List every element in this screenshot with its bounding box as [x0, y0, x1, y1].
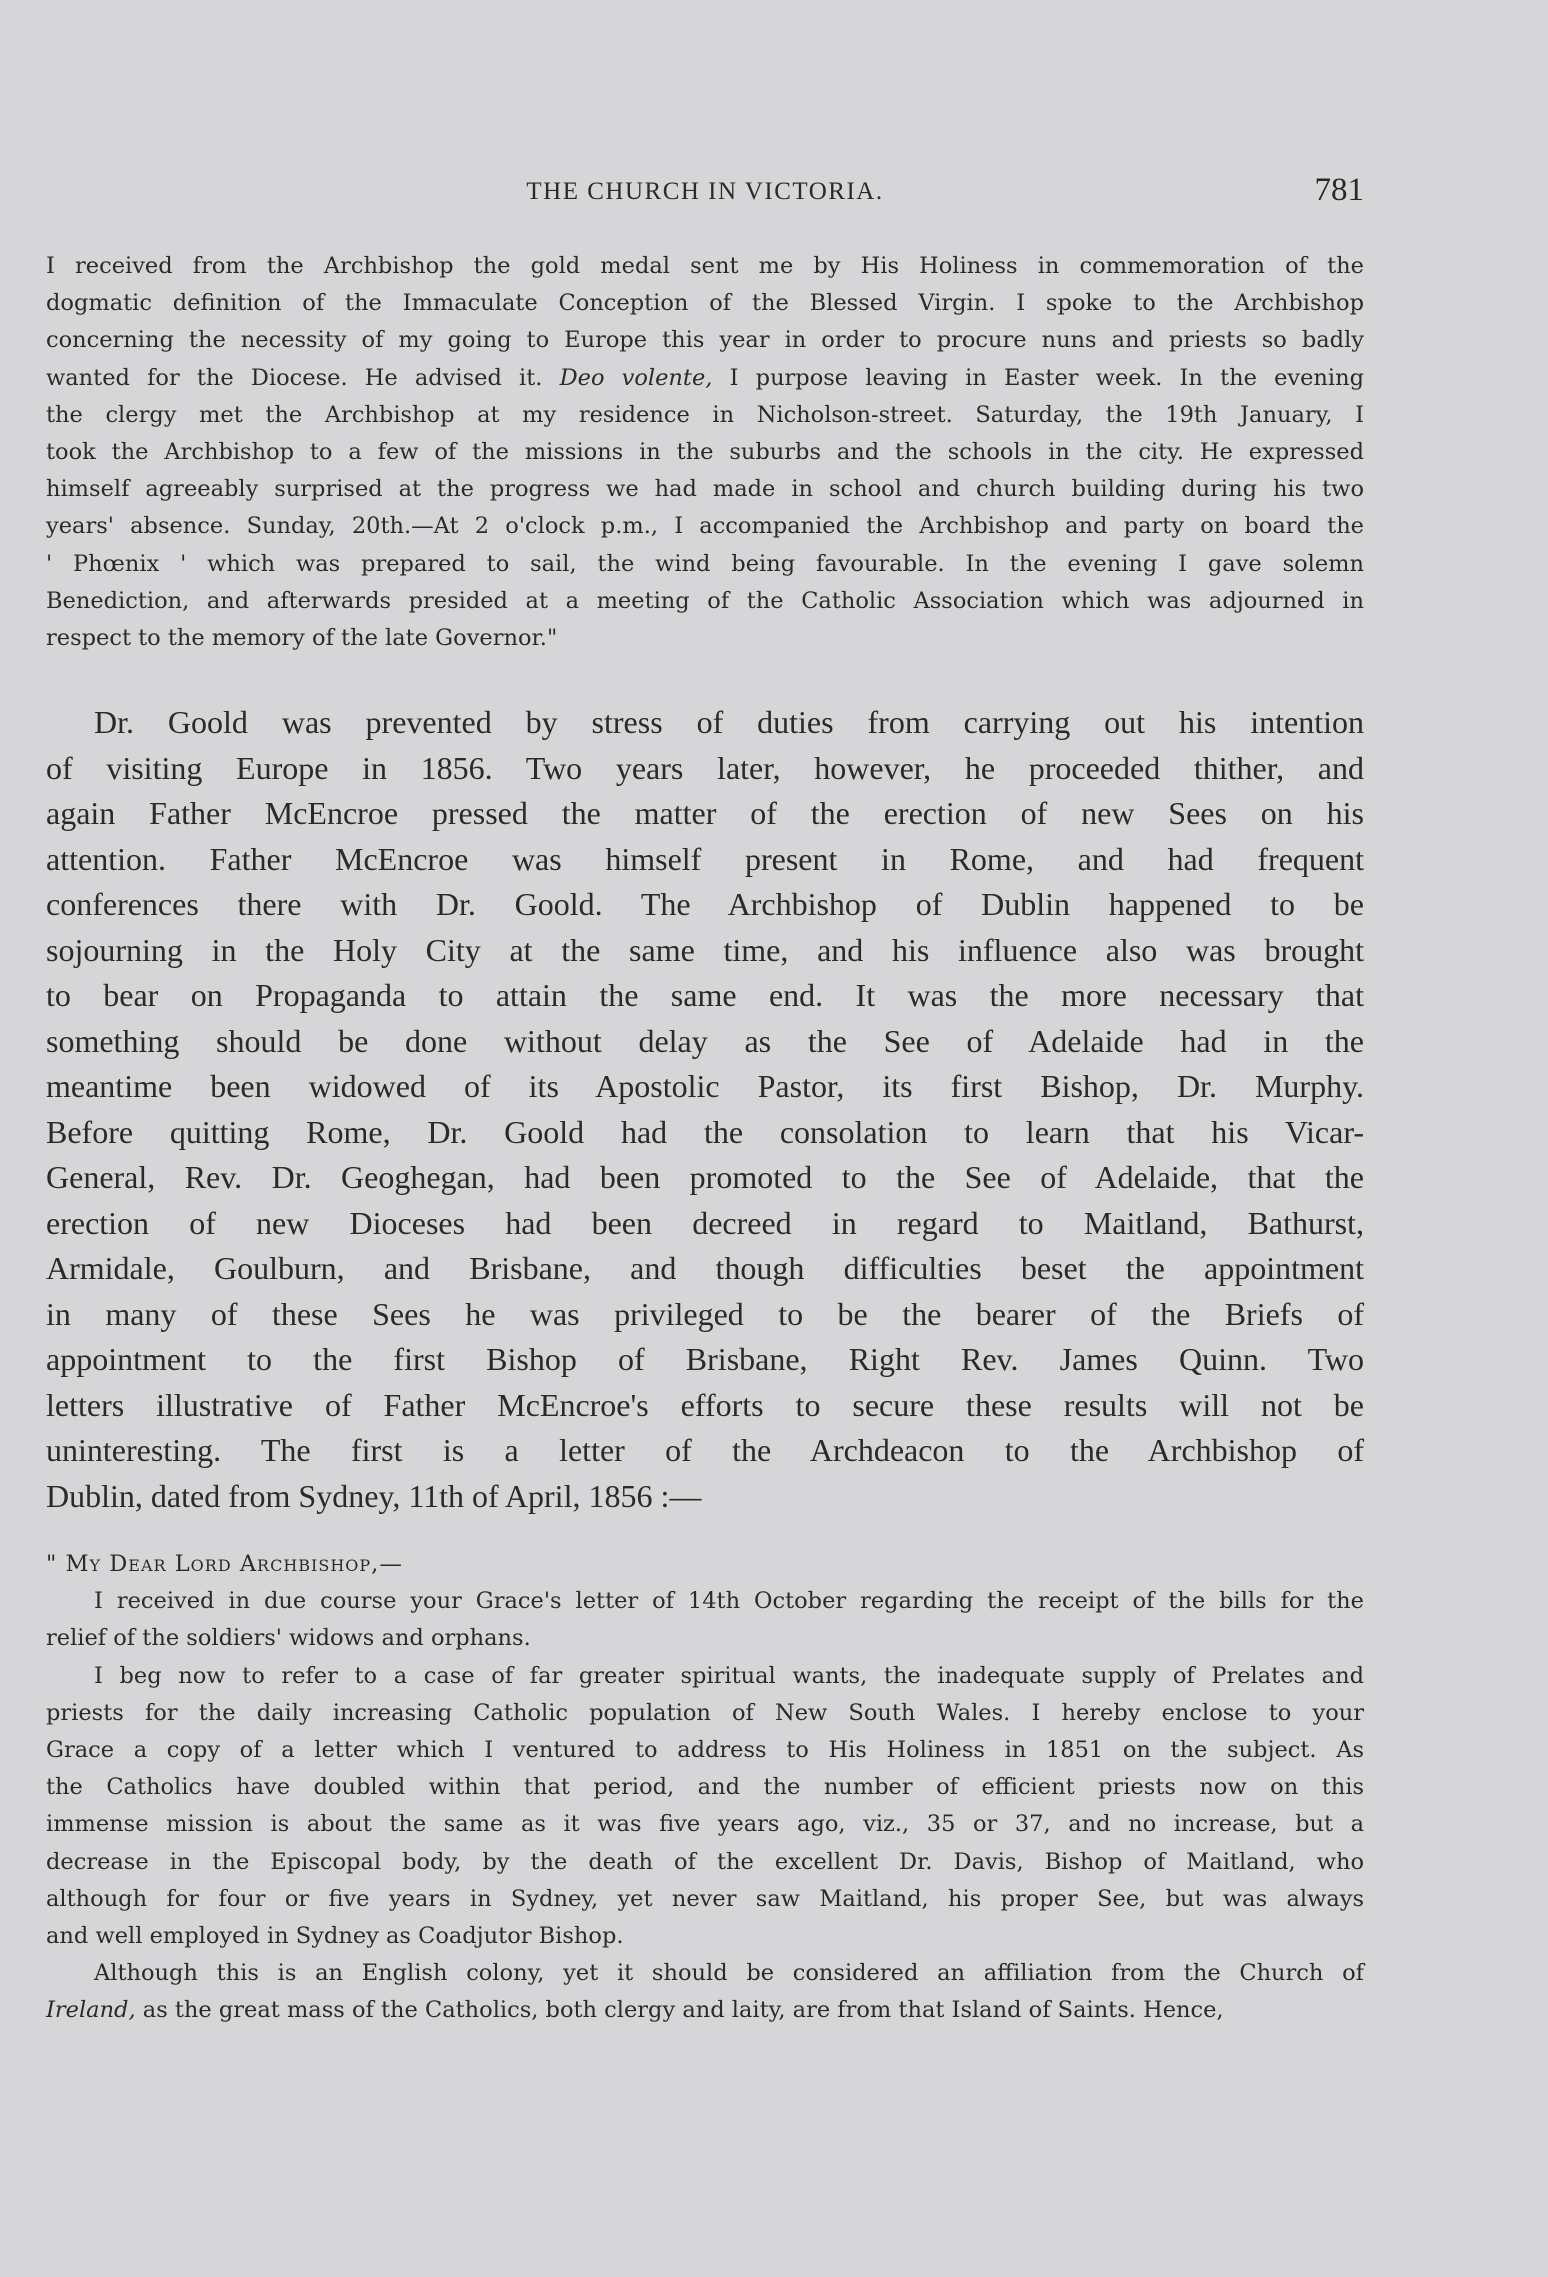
text-line: Grace a copy of a letter which I ventured to address to His Holiness in 1851 on the subject. As	[46, 1737, 1364, 1764]
text-line: I received from the Archbishop the gold medal sent me by His Holiness in commemoration of the	[46, 253, 1364, 279]
text-line: respect to the memory of the late Governor."	[46, 625, 558, 652]
quoted-diary-extract	[46, 248, 1364, 657]
text-line: Benediction, and afterwards presided at a meeting of the Catholic Association which was adjourned in	[46, 587, 1364, 614]
text-line: Ireland, as the great mass of the Catholics, both clergy and laity, are from that Island of Saints. Hence,	[46, 1997, 1224, 2024]
text-line: again Father McEncroe pressed the matter of the erection of new Sees on his	[46, 795, 1364, 831]
main-paragraph	[46, 700, 1364, 1519]
italic-word: Ireland,	[46, 1997, 136, 2024]
text-line: something should be done without delay as the See of Adelaide had in the	[46, 1022, 1364, 1059]
text-line: priests for the daily increasing Catholic population of New South Wales. I hereby enclose to your	[46, 1699, 1364, 1726]
text-line: Before quitting Rome, Dr. Goold had the consolation to learn that his Vicar-	[46, 1113, 1364, 1150]
text-line: Armidale, Goulburn, and Brisbane, and though difficulties beset the appointment	[46, 1250, 1364, 1286]
text-line: dogmatic definition of the Immaculate Conception of the Blessed Virgin. I spoke to the Archbishop	[46, 290, 1364, 317]
text-line: I received in due course your Grace's letter of 14th October regarding the receipt of the bills for the	[94, 1588, 1364, 1615]
text-line: uninteresting. The first is a letter of the Archdeacon to the Archbishop of	[46, 1432, 1364, 1468]
text-line: ' Phœnix ' which was prepared to sail, the wind being favourable. In the evening I gave solemn	[46, 550, 1364, 577]
text-line: sojourning in the Holy City at the same time, and his influence also was brought	[46, 931, 1364, 968]
text-line: meantime been widowed of its Apostolic Pastor, its first Bishop, Dr. Murphy.	[46, 1068, 1364, 1104]
text-line: and well employed in Sydney as Coadjutor Bishop.	[46, 1923, 624, 1950]
page-number: 781	[1314, 172, 1364, 208]
text-line: himself agreeably surprised at the progress we had made in school and church building during his two	[46, 476, 1364, 503]
text-line: attention. Father McEncroe was himself present in Rome, and had frequent	[46, 840, 1364, 877]
text-line: although for four or five years in Sydney, yet never saw Maitland, his proper See, but was always	[46, 1885, 1364, 1912]
text-line: the Catholics have doubled within that period, and the number of efficient priests now on this	[46, 1774, 1364, 1801]
text-line: I beg now to refer to a case of far greater spiritual wants, the inadequate supply of Prelates and	[94, 1662, 1364, 1689]
page-header	[46, 172, 1364, 218]
text-line: concerning the necessity of my going to Europe this year in order to procure nuns and priests so badly	[46, 327, 1364, 354]
text-line: to bear on Propaganda to attain the same end. It was the more necessary that	[46, 977, 1364, 1013]
text-line: General, Rev. Dr. Geoghegan, had been promoted to the See of Adelaide, that the	[46, 1159, 1364, 1195]
quoted-letter	[46, 1546, 1364, 2030]
text-line: decrease in the Episcopal body, by the death of the excellent Dr. Davis, Bishop of Maitland, who	[46, 1848, 1364, 1875]
text-line: the clergy met the Archbishop at my residence in Nicholson-street. Saturday, the 19th January, I	[46, 401, 1364, 428]
text-line: erection of new Dioceses had been decreed in regard to Maitland, Bathurst,	[46, 1204, 1364, 1241]
text-line: took the Archbishop to a few of the missions in the suburbs and the schools in the city. He expressed	[46, 439, 1364, 466]
text-line: of visiting Europe in 1856. Two years later, however, he proceeded thither, and	[46, 749, 1364, 786]
text-line: appointment to the first Bishop of Brisbane, Right Rev. James Quinn. Two	[46, 1341, 1364, 1377]
running-title: THE CHURCH IN VICTORIA.	[526, 178, 884, 205]
text-line: in many of these Sees he was privileged to be the bearer of the Briefs of	[46, 1295, 1364, 1332]
text-line: immense mission is about the same as it was five years ago, viz., 35 or 37, and no increase, but a	[46, 1811, 1364, 1838]
text-line: Dublin, dated from Sydney, 11th of April, 1856 :—	[46, 1477, 702, 1514]
text-line: letters illustrative of Father McEncroe's efforts to secure these results will not be	[46, 1386, 1364, 1423]
italic-phrase: Deo volente,	[559, 364, 713, 391]
text-line: Dr. Goold was prevented by stress of duties from carrying out his intention	[94, 704, 1364, 740]
text-line: Although this is an English colony, yet it should be considered an affiliation from the Church of	[94, 1960, 1364, 1987]
text-line: years' absence. Sunday, 20th.—At 2 o'clock p.m., I accompanied the Archbishop and party on board the	[46, 513, 1364, 540]
text-line: relief of the soldiers' widows and orphans.	[46, 1625, 531, 1652]
text-line: wanted for the Diocese. He advised it. Deo volente, I purpose leaving in Easter week. In the evening	[46, 364, 1365, 391]
text-line: conferences there with Dr. Goold. The Archbishop of Dublin happened to be	[46, 886, 1364, 922]
letter-salutation: " My Dear Lord Archbishop,—	[46, 1551, 403, 1577]
